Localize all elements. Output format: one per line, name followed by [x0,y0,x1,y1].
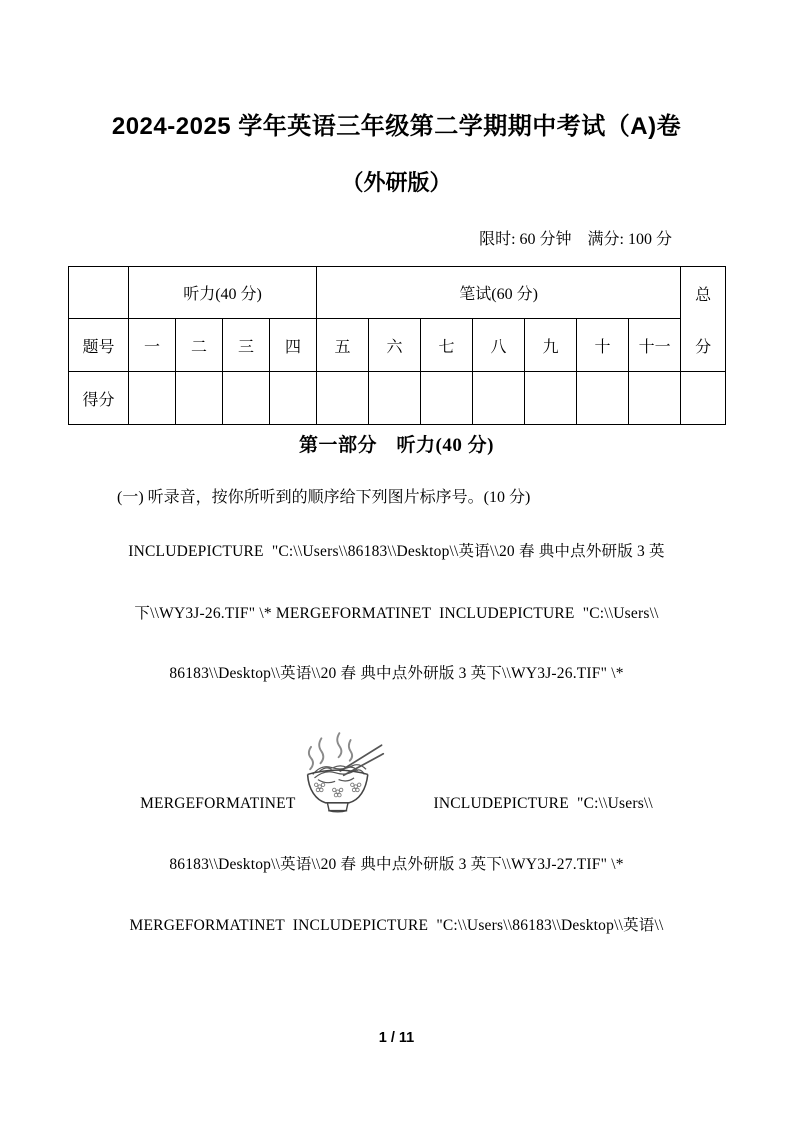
table-corner-cell [69,267,129,319]
field-code-line-4 [0,726,793,816]
score-blank-cell [421,372,473,425]
question-number-cell: 二 [176,319,223,372]
question-number-cell: 十 [577,319,629,372]
total-char-bottom: 分 [695,338,712,356]
listening-instruction: (一) 听录音，按你所听到的顺序给下列图片标序号。(10 分) [117,489,531,506]
score-blank-cell [473,372,525,425]
question-number-cell: 五 [317,319,369,372]
page-number: 1 / 11 [378,1030,415,1046]
question-number-cell: 八 [473,319,525,372]
score-blank-cell [629,372,681,425]
section-heading: 第一部分 听力(40 分) [299,435,494,456]
score-blank-cell [223,372,270,425]
score-summary-table [68,266,726,425]
listening-header-cell: 听力(40 分) [129,267,317,319]
score-blank-cell [369,372,421,425]
score-row-label: 得分 [69,372,129,425]
score-blank-cell [129,372,176,425]
score-blank-cell [176,372,223,425]
score-blank-cell [317,372,369,425]
page-title: 2024-2025 学年英语三年级第二学期期中考试（A)卷 [111,113,682,140]
field-code-line-5: 86183\\Desktop\\英语\\20 春 典中点外研版 3 英下\\WY3J-27.TIF" \* [169,856,624,873]
question-number-cell: 一 [129,319,176,372]
score-blank-cell [577,372,629,425]
question-number-cell: 九 [525,319,577,372]
written-header-cell: 笔试(60 分) [317,267,681,319]
field-code-line-4-right: INCLUDEPICTURE "C:\\Users\\ [433,795,653,812]
question-number-cell: 七 [421,319,473,372]
exam-time-and-score-info: 限时: 60 分钟 满分: 100 分 [479,231,672,248]
field-code-line-2: 下\\WY3J-26.TIF" \* MERGEFORMATINET INCLUDEPICTURE "C:\\Users\\ [134,605,659,622]
total-score-blank-cell [681,372,726,425]
field-code-line-6: MERGEFORMATINET INCLUDEPICTURE "C:\\Users\\86183\\Desktop\\英语\\ [129,917,664,934]
question-number-cell: 十一 [629,319,681,372]
question-number-row-label: 题号 [69,319,129,372]
field-code-line-4-left: MERGEFORMATINET [140,795,296,812]
field-code-line-1: INCLUDEPICTURE "C:\\Users\\86183\\Desktop\\英语\\20 春 典中点外研版 3 英 [128,543,665,560]
score-blank-cell [270,372,317,425]
total-score-header-cell [681,267,726,372]
score-blank-cell [525,372,577,425]
question-number-cell: 六 [369,319,421,372]
question-number-cell: 三 [223,319,270,372]
question-number-cell: 四 [270,319,317,372]
page-subtitle: （外研版） [341,170,452,195]
field-code-line-3: 86183\\Desktop\\英语\\20 春 典中点外研版 3 英下\\WY3J-26.TIF" \* [169,665,624,682]
total-char-top: 总 [695,286,712,304]
noodle-bowl-image [299,726,385,816]
